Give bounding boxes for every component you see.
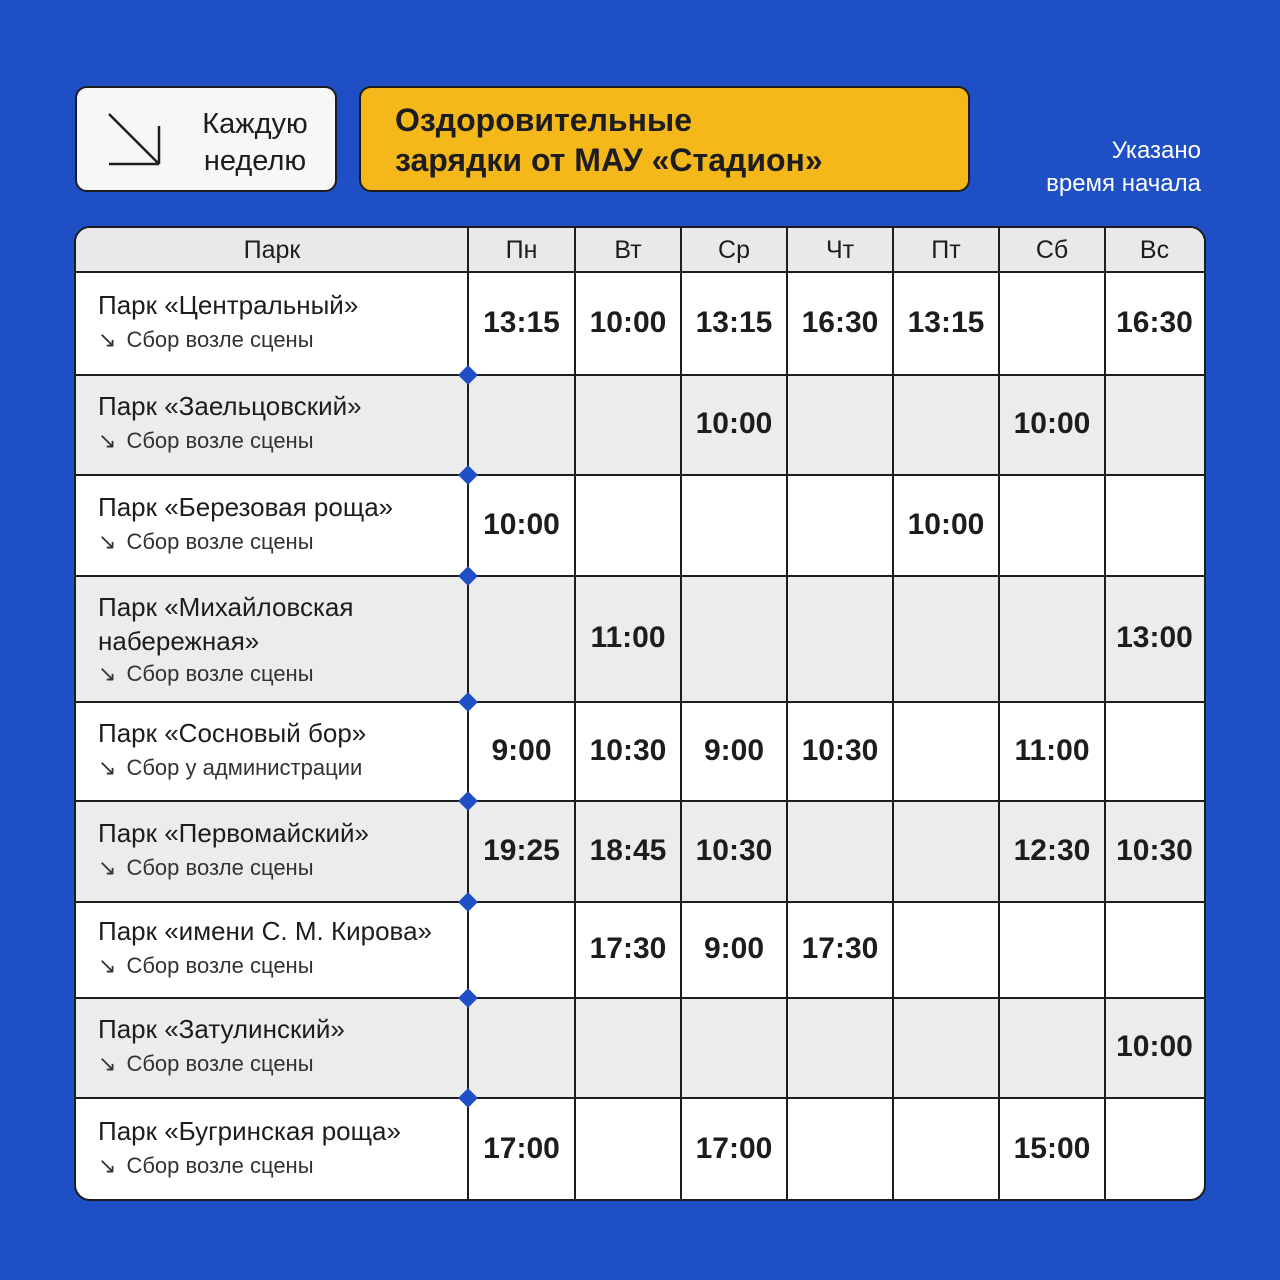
header-park: Парк [243, 236, 301, 264]
arrow-down-right-icon: ↘ [98, 661, 117, 686]
tag-line-1: Каждую [202, 108, 308, 140]
meeting-point-text: Сбор возле сцены [126, 428, 314, 453]
page-title [395, 100, 955, 180]
start-time: 12:30 [1013, 834, 1091, 867]
start-time: 17:00 [483, 1132, 560, 1165]
table-row [76, 998, 1204, 1098]
start-time: 16:30 [801, 306, 879, 339]
start-time: 17:30 [589, 932, 667, 965]
start-time: 10:30 [695, 834, 773, 867]
meeting-point [98, 528, 314, 556]
park-name: Парк «Затулинский» [98, 1014, 345, 1044]
meeting-point [98, 952, 314, 980]
start-time: 10:00 [907, 508, 985, 541]
park-name: Парк «Сосновый бор» [98, 718, 367, 748]
table-row [76, 1098, 1204, 1201]
arrow-down-right-icon: ↘ [98, 327, 117, 352]
meeting-point-text: Сбор возле сцены [126, 1051, 314, 1076]
start-time: 10:30 [801, 734, 879, 767]
header-day: Сб [1035, 236, 1069, 264]
start-time: 10:00 [483, 508, 560, 541]
park-name: Парк «Березовая роща» [98, 492, 394, 522]
start-time: 13:15 [695, 306, 773, 339]
schedule-table [74, 226, 1206, 1201]
start-time: 10:00 [589, 306, 667, 339]
start-time: 11:00 [590, 621, 666, 654]
park-name: Парк «Первомайский» [98, 818, 369, 848]
start-time: 18:45 [589, 834, 667, 867]
park-name: Парк «Центральный» [98, 290, 359, 320]
table-row [76, 702, 1204, 801]
start-time: 16:30 [1116, 306, 1193, 339]
arrow-down-right-icon: ↘ [98, 1153, 117, 1178]
arrow-down-right-icon: ↘ [98, 953, 117, 978]
arrow-down-right-icon: ↘ [98, 855, 117, 880]
meeting-point-text: Сбор возле сцены [126, 529, 314, 554]
start-time: 9:00 [703, 734, 765, 767]
tag-line-2: неделю [203, 145, 307, 177]
meeting-point [98, 854, 314, 882]
meeting-point-text: Сбор возле сцены [126, 953, 314, 978]
header-day: Вт [614, 236, 642, 264]
header-day: Пн [505, 236, 538, 264]
weekly-tag [75, 86, 337, 192]
start-time: 13:00 [1116, 621, 1193, 654]
start-time: 9:00 [491, 734, 552, 767]
park-name: Парк «Бугринская роща» [98, 1116, 401, 1146]
meeting-point [98, 1152, 314, 1180]
start-time: 9:00 [703, 932, 765, 965]
start-time: 10:00 [1116, 1030, 1193, 1063]
start-time: 19:25 [483, 834, 560, 867]
note-line-1: Указано [1111, 137, 1201, 164]
table-row [76, 375, 1204, 475]
row-divider [76, 901, 1204, 903]
header-day: Ср [718, 236, 750, 264]
start-time: 10:00 [695, 407, 773, 440]
arrow-down-right-icon [107, 112, 163, 168]
meeting-point-text: Сбор возле сцены [126, 1153, 314, 1178]
table-row [76, 902, 1204, 998]
arrow-down-right-icon: ↘ [98, 1051, 117, 1076]
title-line-2: зарядки от МАУ «Стадион» [395, 142, 823, 178]
table-row [76, 273, 1204, 375]
title-banner [359, 86, 970, 192]
arrow-down-right-icon: ↘ [98, 428, 117, 453]
meeting-point [98, 660, 314, 688]
start-time: 10:00 [1013, 407, 1091, 440]
meeting-point-text: Сбор возле сцены [126, 661, 314, 686]
meeting-point [98, 1050, 314, 1078]
arrow-down-right-icon: ↘ [98, 529, 117, 554]
row-divider [76, 997, 1204, 999]
start-time: 15:00 [1013, 1132, 1091, 1165]
header-day: Вс [1139, 236, 1170, 264]
table-row [76, 576, 1204, 702]
table-row [76, 801, 1204, 902]
park-name: Парк «имени С. М. Кирова» [98, 916, 432, 946]
meeting-point [98, 427, 314, 455]
weekly-tag-text [185, 106, 325, 180]
start-time: 17:00 [695, 1132, 773, 1165]
meeting-point-text: Сбор возле сцены [126, 855, 314, 880]
table-row [76, 475, 1204, 576]
header-day: Чт [825, 236, 855, 264]
row-divider [76, 800, 1204, 802]
meeting-point [98, 326, 314, 354]
table-header [76, 228, 1204, 273]
park-name: Парк «Михайловская набережная» [98, 592, 354, 656]
start-time: 13:15 [483, 306, 560, 339]
start-time: 13:15 [907, 306, 985, 339]
start-time: 17:30 [801, 932, 879, 965]
meeting-point-text: Сбор возле сцены [126, 327, 314, 352]
header-day: Пт [931, 236, 961, 264]
start-time: 10:30 [1116, 834, 1193, 867]
row-divider [76, 701, 1204, 703]
start-time: 11:00 [1014, 734, 1090, 767]
park-name: Парк «Заельцовский» [98, 391, 362, 421]
start-time: 10:30 [589, 734, 667, 767]
row-divider [76, 1097, 1204, 1099]
arrow-down-right-icon: ↘ [98, 755, 117, 780]
row-divider [76, 575, 1204, 577]
meeting-point-text: Сбор у администрации [126, 755, 363, 780]
title-line-1: Оздоровительные [395, 102, 693, 138]
start-time-note [981, 134, 1201, 200]
meeting-point [98, 754, 362, 782]
note-line-2: время начала [1046, 170, 1201, 197]
row-divider [76, 474, 1204, 476]
row-divider [76, 374, 1204, 376]
